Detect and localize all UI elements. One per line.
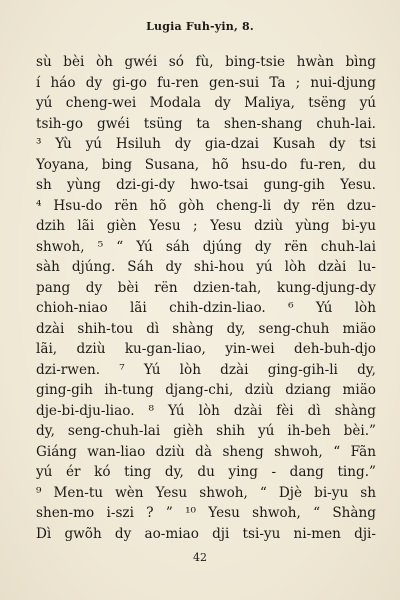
text-line: yú cheng-wei Modala dy Maliya, tsëng yú	[36, 95, 376, 111]
text-line: ³ Yù yú Hsiluh dy gia-dzai Kusah dy tsi	[36, 136, 376, 152]
body-text	[36, 52, 376, 544]
text-line: dy, seng-chuh-lai gièh shih yú ih-beh bèi.”	[36, 423, 376, 439]
text-line: sh yùng dzi-gi-dy hwo-tsai gung-gih Yesu.	[36, 177, 376, 193]
text-line: dzih lãi gièn Yesu ; Yesu dziù yùng bi-yu	[36, 218, 376, 234]
text-line: ging-gih ih-tung djang-chi, dziù dziang miäo	[36, 382, 376, 398]
text-line: dzi-rwen. ⁷ Yú lòh dzài ging-gih-li dy,	[36, 361, 376, 378]
text-line: chioh-niao lãi chih-dzin-liao. ⁶ Yú lòh	[36, 300, 376, 316]
page-number: 42	[193, 551, 207, 564]
text-line: dzài shih-tou dì shàng dy, seng-chuh miäo	[36, 320, 376, 337]
text-line: yú ér kó ting dy, du ying - dang ting.”	[36, 464, 376, 480]
text-line: í háo dy gi-go fu-ren gen-sui Ta ; nui-djung	[36, 74, 376, 91]
text-line: sàh djúng. Sáh dy shi-hou yú lòh dzài lu-	[36, 259, 376, 275]
text-line: shwoh, ⁵ “ Yú sáh djúng dy rën chuh-lai	[36, 238, 376, 255]
text-line: Yoyana, bing Susana, hõ hsu-do fu-ren, du	[36, 156, 376, 173]
running-header: Lugia Fuh-yin, 8.	[146, 20, 254, 33]
text-line: dje-bi-dju-liao. ⁸ Yú lòh dzài fèi dì shàng	[36, 402, 376, 419]
text-line: sù bèi òh gwéi só fù, bing-tsie hwàn bìng	[36, 54, 376, 70]
text-line: pang dy bèi rën dzien-tah, kung-djung-dy	[36, 279, 376, 296]
text-line: ⁹ Men-tu wèn Yesu shwoh, “ Djè bi-yu sh	[36, 484, 376, 501]
text-line: shen-mo i-szi ? ” ¹⁰ Yesu shwoh, “ Shàng	[36, 505, 376, 521]
text-line: tsih-go gwéi tsüng ta shen-shang chuh-lai.	[36, 115, 376, 132]
text-line: Giáng wan-liao dziù dà sheng shwoh, “ Fãn	[36, 443, 376, 460]
text-line: lãi, dziù ku-gan-liao, yin-wei deh-buh-djo	[36, 341, 376, 357]
text-line: Dì gwõh dy ao-miao dji tsi-yu ni-men dji-	[36, 525, 376, 542]
text-line: ⁴ Hsu-do rën hõ gòh cheng-li dy rën dzu-	[36, 197, 376, 214]
